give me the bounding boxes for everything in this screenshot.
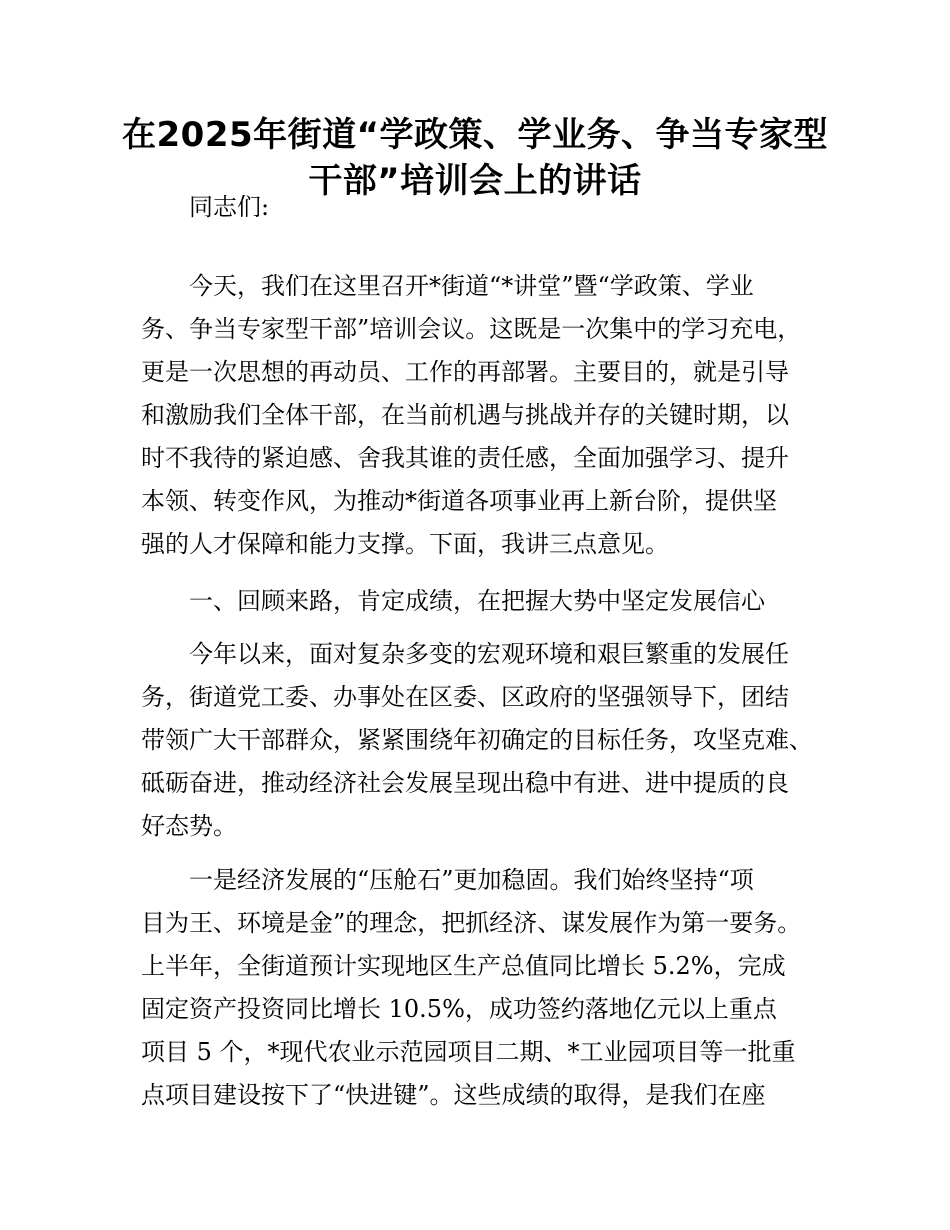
- paragraph-3-line: 点项目建设按下了“快进键”。这些成绩的取得，是我们在座: [141, 1081, 766, 1109]
- paragraph-1-line: 时不我待的紧迫感、舍我其谁的责任感，全面加强学习、提升: [141, 444, 789, 472]
- paragraph-3-line: 上半年，全街道预计实现地区生产总值同比增长 5.2%，完成: [141, 952, 786, 980]
- paragraph-1-line: 和激励我们全体干部，在当前机遇与挑战并存的关键时期，以: [141, 401, 789, 429]
- paragraph-1-line: 更是一次思想的再动员、工作的再部署。主要目的，就是引导: [141, 358, 789, 386]
- paragraph-2-line: 今年以来，面对复杂多变的宏观环境和艰巨繁重的发展任: [189, 640, 789, 668]
- section-heading-1: 一、回顾来路，肯定成绩，在把握大势中坚定发展信心: [189, 587, 765, 615]
- paragraph-1-line: 强的人才保障和能力支撑。下面，我讲三点意见。: [141, 530, 669, 558]
- paragraph-2-line: 砥砺奋进，推动经济社会发展呈现出稳中有进、进中提质的良: [141, 769, 789, 797]
- paragraph-3-line: 目为王、环境是金”的理念，把抓经济、谋发展作为第一要务。: [141, 909, 802, 937]
- paragraph-1-line: 今天，我们在这里召开*街道“*讲堂”暨“学政策、学业: [189, 272, 754, 300]
- greeting: 同志们:: [189, 193, 270, 221]
- paragraph-2-line: 务，街道党工委、办事处在区委、区政府的坚强领导下，团结: [141, 683, 789, 711]
- paragraph-1-line: 本领、转变作风，为推动*街道各项事业再上新台阶，提供坚: [141, 487, 777, 515]
- document-title-line-2: 干部”培训会上的讲话: [308, 161, 642, 201]
- paragraph-3-line: 项目 5 个，*现代农业示范园项目二期、*工业园项目等一批重: [141, 1038, 796, 1066]
- paragraph-2-line: 带领广大干部群众，紧紧围绕年初确定的目标任务，攻坚克难、: [141, 726, 813, 754]
- document-title-line-1: 在2025年街道“学政策、学业务、争当专家型: [122, 115, 828, 155]
- paragraph-3-line: 一是经济发展的“压舱石”更加稳固。我们始终坚持“项: [189, 866, 754, 894]
- paragraph-1-line: 务、争当专家型干部”培训会议。这既是一次集中的学习充电，: [141, 315, 802, 343]
- paragraph-3-line: 固定资产投资同比增长 10.5%，成功签约落地亿元以上重点: [141, 995, 777, 1023]
- paragraph-2-line: 好态势。: [141, 812, 237, 840]
